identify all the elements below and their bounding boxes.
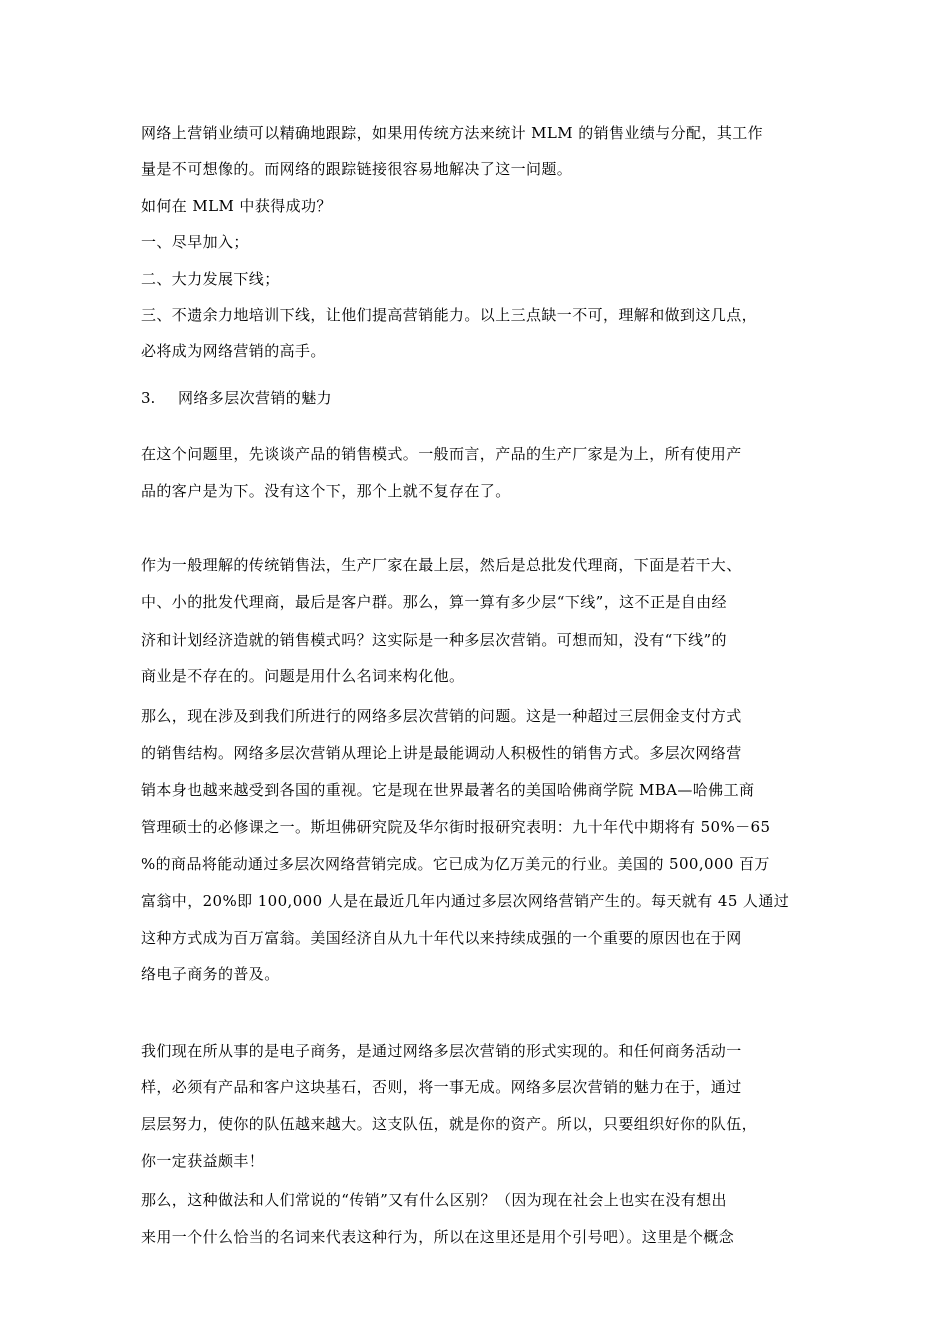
paragraph-line: 来用一个什么恰当的名词来代表这种行为，所以在这里还是用个引号吧）。这里是个概念 <box>141 1228 735 1246</box>
paragraph-line: 销本身也越来越受到各国的重视。它是现在世界最著名的美国哈佛商学院 MBA—哈佛工商 <box>141 781 755 799</box>
paragraph-line: 层层努力，使你的队伍越来越大。这支队伍，就是你的资产。所以，只要组织好你的队伍， <box>141 1115 758 1133</box>
paragraph-line: %的商品将能动通过多层次网络营销完成。它已成为亿万美元的行业。美国的 500,000 百万 <box>141 855 770 873</box>
paragraph-line: 络电子商务的普及。 <box>141 965 280 983</box>
paragraph-line: 富翁中，20%即 100,000 人是在最近几年内通过多层次网络营销产生的。每天就有 45 人通过 <box>141 892 790 910</box>
paragraph-line: 量是不可想像的。而网络的跟踪链接很容易地解决了这一问题。 <box>141 160 573 178</box>
paragraph-line: 的销售结构。网络多层次营销从理论上讲是最能调动人积极性的销售方式。多层次网络营 <box>141 744 742 762</box>
paragraph-line: 你一定获益颇丰！ <box>141 1152 265 1170</box>
section-number: 3. <box>141 389 156 407</box>
paragraph-line: 那么，这种做法和人们常说的“传销”又有什么区别？（因为现在社会上也实在没有想出 <box>141 1191 727 1209</box>
paragraph-line: 品的客户是为下。没有这个下，那个上就不复存在了。 <box>141 482 511 500</box>
paragraph-line: 中、小的批发代理商，最后是客户群。那么，算一算有多少层“下线”，这不正是自由经 <box>141 593 727 611</box>
paragraph-line: 三、不遗余力地培训下线，让他们提高营销能力。以上三点缺一不可，理解和做到这几点， <box>141 306 758 324</box>
paragraph-line: 商业是不存在的。问题是用什么名词来构化他。 <box>141 667 465 685</box>
paragraph-line: 那么，现在涉及到我们所进行的网络多层次营销的问题。这是一种超过三层佣金支付方式 <box>141 707 742 725</box>
paragraph-line: 我们现在所从事的是电子商务，是通过网络多层次营销的形式实现的。和任何商务活动一 <box>141 1042 742 1060</box>
paragraph-line: 必将成为网络营销的高手。 <box>141 342 326 360</box>
paragraph-line: 这种方式成为百万富翁。美国经济自从九十年代以来持续成强的一个重要的原因也在于网 <box>141 929 742 947</box>
paragraph-line: 在这个问题里，先谈谈产品的销售模式。一般而言，产品的生产厂家是为上，所有使用产 <box>141 445 742 463</box>
paragraph-line: 管理硕士的必修课之一。斯坦佛研究院及华尔街时报研究表明：九十年代中期将有 50%－65 <box>141 818 771 836</box>
paragraph-line: 二、大力发展下线； <box>141 270 280 288</box>
paragraph-line: 作为一般理解的传统销售法，生产厂家在最上层，然后是总批发代理商，下面是若干大、 <box>141 556 742 574</box>
paragraph-line: 一、尽早加入； <box>141 233 249 251</box>
paragraph-line: 样，必须有产品和客户这块基石，否则，将一事无成。网络多层次营销的魅力在于，通过 <box>141 1078 742 1096</box>
paragraph-line: 如何在 MLM 中获得成功？ <box>141 197 332 215</box>
paragraph-line: 济和计划经济造就的销售模式吗？这实际是一种多层次营销。可想而知，没有“下线”的 <box>141 631 727 649</box>
section-heading: 网络多层次营销的魅力 <box>178 389 333 407</box>
paragraph-line: 网络上营销业绩可以精确地跟踪，如果用传统方法来统计 MLM 的销售业绩与分配，其工作 <box>141 124 764 142</box>
